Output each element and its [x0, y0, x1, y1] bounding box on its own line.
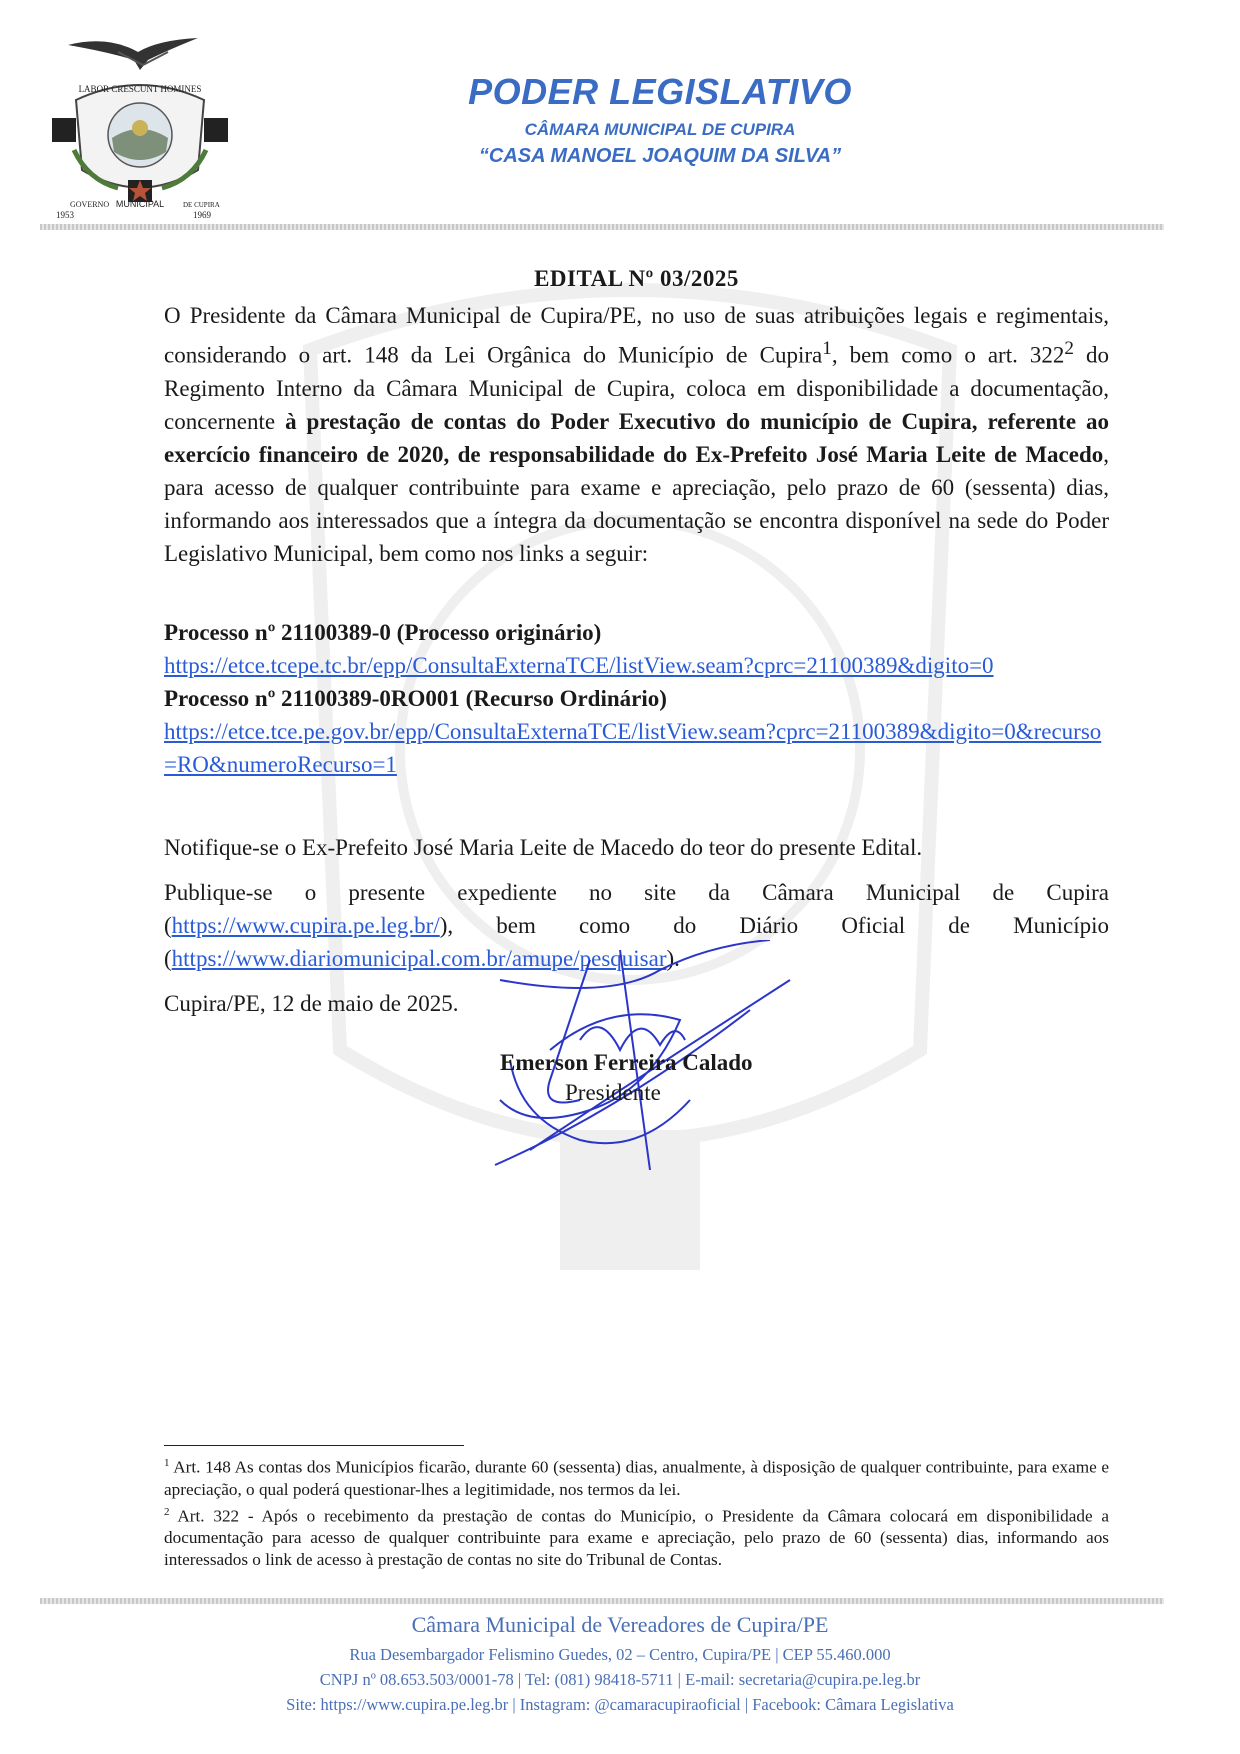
- page-footer: [0, 1608, 1240, 1717]
- signatory-name: Emerson Ferreira Calado: [500, 1050, 753, 1075]
- edital-body-text: , bem como o art. 322: [831, 342, 1065, 368]
- seal-year-left: 1953: [56, 210, 74, 220]
- letterhead: [400, 70, 920, 170]
- footnote-text: Art. 148 As contas dos Municípios ficarão, durante 60 (sessenta) dias, anualmente, à disposição de qualquer contribuinte, para exame e apreciação, o qual poderá questionar-lhes a legitimidade, nos termos da lei.: [164, 1457, 1109, 1499]
- process-link[interactable]: https://etce.tce.pe.gov.br/epp/ConsultaExternaTCE/listView.seam?cprc=21100389&digito=0&recurso=RO&numeroRecurso=1: [164, 718, 1102, 777]
- footer-social: Site: https://www.cupira.pe.leg.br | Instagram: @camaracupiraoficial | Facebook: Câmara Legislativa: [286, 1695, 954, 1714]
- footer-title: Câmara Municipal de Vereadores de Cupira/PE: [411, 1612, 829, 1637]
- process-list: [164, 616, 1109, 781]
- process-title: Processo nº 21100389-0 (Processo originário): [164, 619, 602, 645]
- edital-body-text: do Regimento Interno da Câmara Municipal de Cupira, coloca em disponibilidade a documentação, concernente: [164, 342, 1109, 434]
- publish-text: ).: [666, 945, 680, 971]
- footnote-2: [164, 1501, 1109, 1572]
- footer-contact: CNPJ nº 08.653.503/0001-78 | Tel: (081) 98418-5711 | E-mail: secretaria@cupira.pe.leg.br: [319, 1670, 921, 1689]
- footnote-text: Art. 322 - Após o recebimento da prestação de contas do Município, o Presidente da Câmara colocará em disponibilidade a documentação para acesso de qualquer contribuinte para exame e apreciação, pelo prazo de 60 (sessenta) dias, informando aos interessados o link de acesso à prestação de contas no site do Tribunal de Contas.: [164, 1506, 1109, 1570]
- process-title: Processo nº 21100389-0RO001 (Recurso Ordinário): [164, 685, 667, 711]
- letterhead-house-name: “CASA MANOEL JOAQUIM DA SILVA”: [478, 145, 842, 167]
- seal-motto: LABOR CRESCUNT HOMINES: [78, 84, 202, 94]
- footnote-ref-2: 2: [1064, 338, 1074, 359]
- edital-body: [164, 299, 1109, 570]
- footnote-1: [164, 1452, 1109, 1501]
- letterhead-subtitle: CÂMARA MUNICIPAL DE CUPIRA: [524, 120, 796, 139]
- letterhead-title: PODER LEGISLATIVO: [468, 71, 852, 112]
- footnote-divider: [164, 1445, 464, 1446]
- edital-body-text: , para acesso de qualquer contribuinte para exame e apreciação, pelo prazo de 60 (sessenta) dias, informando aos interessados que a íntegra da documentação se encontra disponível na sede do Poder Legislativo Municipal, bem como nos links a seguir:: [164, 441, 1109, 566]
- publish-text: ), bem como do Diário Oficial de Município (: [164, 912, 1109, 971]
- date-line: Cupira/PE, 12 de maio de 2025.: [164, 990, 459, 1016]
- signatory-role: Presidente: [565, 1080, 661, 1105]
- municipal-seal-logo: [48, 30, 233, 220]
- publish-text: Publique-se o presente expediente no site da Câmara Municipal de Cupira (: [164, 879, 1109, 938]
- footnote-mark: 2: [164, 1505, 170, 1518]
- diario-link[interactable]: https://www.diariomunicipal.com.br/amupe/pesquisar: [171, 945, 667, 971]
- footer-divider: [40, 1598, 1164, 1604]
- footnote-mark: 1: [164, 1457, 170, 1469]
- process-link[interactable]: https://etce.tcepe.tc.br/epp/ConsultaExternaTCE/listView.seam?cprc=21100389&digito=0: [164, 652, 994, 678]
- footnote-ref-1: 1: [822, 338, 832, 359]
- signature-block: [440, 1048, 880, 1108]
- footer-address: Rua Desembargador Felismino Guedes, 02 – Centro, Cupira/PE | CEP 55.460.000: [349, 1645, 891, 1664]
- edital-content: [164, 262, 1109, 1020]
- notify-paragraph: Notifique-se o Ex-Prefeito José Maria Leite de Macedo do teor do presente Edital.: [164, 834, 923, 860]
- edital-title: EDITAL Nº 03/2025: [534, 266, 739, 291]
- edital-body-bold: à prestação de contas do Poder Executivo do município de Cupira, referente ao exercício financeiro de 2020, de responsabilidade do Ex-Prefeito José Maria Leite de Macedo: [164, 408, 1110, 467]
- edital-body-text: O Presidente da Câmara Municipal de Cupira/PE, no uso de suas atribuições legais e regimentais, considerando o art. 148 da Lei Orgânica do Município de Cupira: [164, 303, 1109, 368]
- site-link[interactable]: https://www.cupira.pe.leg.br/: [171, 912, 440, 938]
- seal-left-label: GOVERNO: [70, 200, 110, 209]
- footnotes: [164, 1452, 1109, 1571]
- seal-year-right: 1969: [193, 210, 211, 220]
- seal-right-label: DE CUPIRA: [183, 201, 220, 209]
- seal-center-label: MUNICIPAL: [115, 199, 165, 209]
